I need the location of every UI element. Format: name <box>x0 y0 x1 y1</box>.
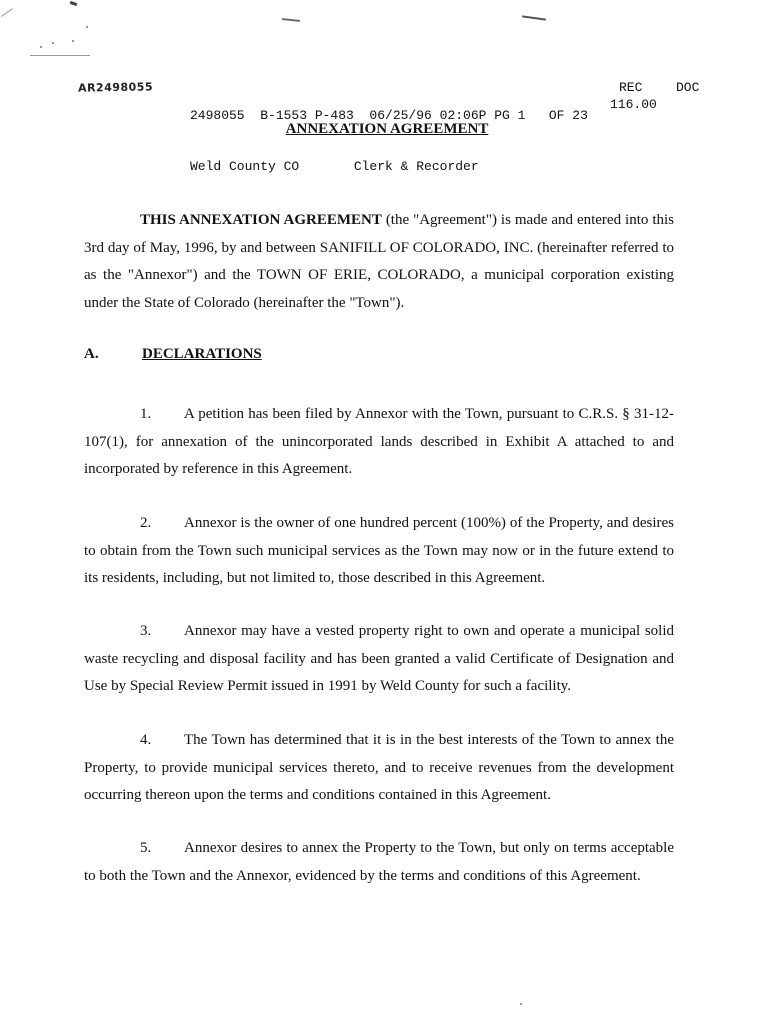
intro-text: (the "Agreement") is made and entered into this 3rd day of May, 1996, by and between SANIFILL OF COLORADO, INC. (hereinafter referred to as the "Annexor") and the TOWN OF ERIE, COLORADO, a municipal corporation existing under the State of Colorado (hereinafter the "Town"). <box>84 212 674 311</box>
rec-label: REC <box>619 80 643 95</box>
declaration-number: 5. <box>140 840 152 856</box>
intro-bold-lead: THIS ANNEXATION AGREEMENT <box>140 212 382 228</box>
scan-artifact <box>522 15 546 20</box>
section-letter: A. <box>84 346 99 362</box>
section-heading <box>84 346 262 363</box>
recording-line-1: 2498055 B-1553 P-483 06/25/96 02:06P PG 1 OF 23 <box>190 108 588 123</box>
declaration-text: The Town has determined that it is in the best interests of the Town to annex the Property, to provide municipal services thereto, and to receive revenues from the development occurring thereon upon the terms and conditions contained in this Agreement. <box>84 732 674 803</box>
scan-artifact <box>1 8 13 17</box>
document-title-text: ANNEXATION AGREEMENT <box>285 121 489 137</box>
recording-stamp-id: AR2498055 <box>77 80 154 95</box>
scan-artifact <box>70 1 78 6</box>
declaration-number: 3. <box>140 623 152 639</box>
declaration-text: Annexor is the owner of one hundred percent (100%) of the Property, and desires to obtain from the Town such municipal services as the Town may now or in the future extend to its residents, including, but not limited to, those described in this Agreement. <box>84 515 674 586</box>
scan-speck <box>72 40 74 42</box>
scan-artifact <box>282 18 300 22</box>
scan-artifact <box>30 55 90 56</box>
declaration-text: A petition has been filed by Annexor with the Town, pursuant to C.R.S. § 31-12-107(1), for annexation of the unincorporated lands described in Exhibit A attached to and incorporated by reference in this Agreement. <box>84 406 674 477</box>
declaration-number: 4. <box>140 732 152 748</box>
declaration-number: 1. <box>140 406 152 422</box>
recording-line-2: Weld County CO Clerk & Recorder <box>190 159 479 174</box>
declaration-text: Annexor may have a vested property right to own and operate a municipal solid waste recycling and disposal facility and has been granted a valid Certificate of Designation and Use by Special Review Permit issued in 1991 by Weld County for such a facility. <box>84 623 674 694</box>
scan-speck <box>86 26 88 28</box>
intro-paragraph <box>84 207 674 317</box>
document-title <box>0 121 770 138</box>
rec-amount: 116.00 <box>610 97 657 112</box>
section-heading-text: DECLARATIONS <box>142 346 262 362</box>
scan-speck <box>520 1003 522 1005</box>
declaration-item-4 <box>84 727 674 810</box>
declaration-item-1 <box>84 401 674 484</box>
declaration-number: 2. <box>140 515 152 531</box>
declaration-text: Annexor desires to annex the Property to the Town, but only on terms acceptable to both the Town and the Annexor, evidenced by the terms and conditions of this Agreement. <box>84 840 674 884</box>
declaration-item-3 <box>84 618 674 701</box>
scan-speck <box>40 46 42 48</box>
declaration-item-5 <box>84 835 674 890</box>
declaration-item-2 <box>84 510 674 593</box>
recording-header <box>190 73 588 209</box>
scan-speck <box>52 42 54 44</box>
doc-label: DOC <box>676 80 700 95</box>
